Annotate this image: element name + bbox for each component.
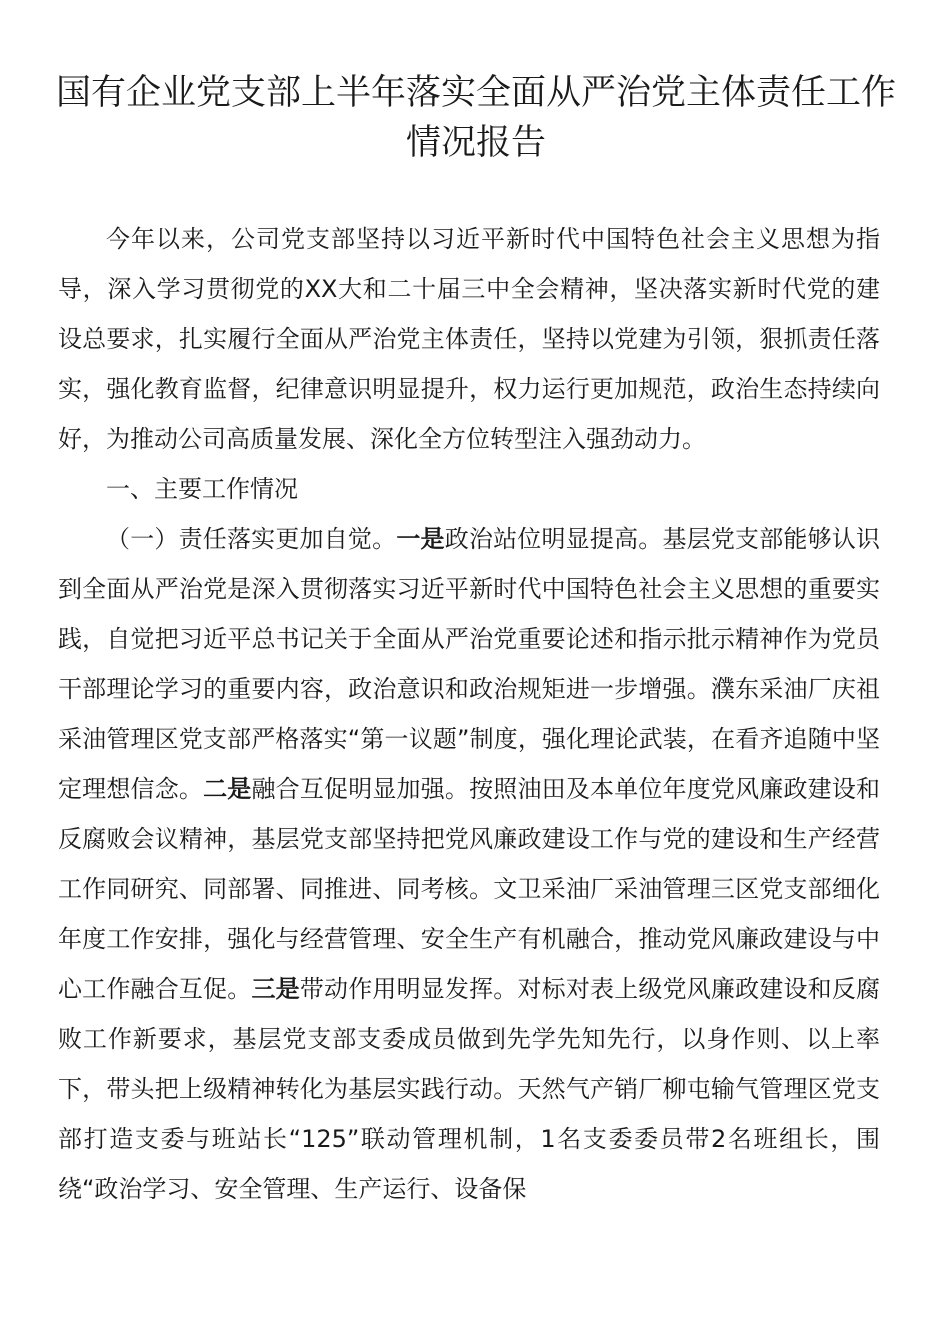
point-lead-1: 一是 [396,525,445,553]
section-heading: 一、主要工作情况 [106,475,298,503]
point-text-2: 融合互促明显加强。按照油田及本单位年度党风廉政建设和反腐败会议精神，基层党支部坚持把党风廉政建设工作与党的建设和生产经营工作同研究、同部署、同推进、同考核。文卫采油厂采油管理三区党支部细化年度工作安排，强化与经营管理、安全生产有机融合，推动党风廉政建设与中心工作融合互促。 [58,775,881,1003]
point-lead-2: 二是 [203,775,252,803]
subsection-paragraph [58,514,880,1214]
document-body [58,214,880,1214]
document-title: 国有企业党支部上半年落实全面从严治党主体责任工作情况报告 [56,73,897,163]
point-text-1: 政治站位明显提高。基层党支部能够认识到全面从严治党是深入贯彻落实习近平新时代中国特色社会主义思想的重要实践，自觉把习近平总书记关于全面从严治党重要论述和指示批示精神作为党员干部理论学习的重要内容，政治意识和政治规矩进一步增强。濮东采油厂庆祖采油管理区党支部严格落实“第一议题”制度，强化理论武装，在看齐追随中坚定理想信念。 [58,525,881,803]
intro-paragraph: 今年以来，公司党支部坚持以习近平新时代中国特色社会主义思想为指导，深入学习贯彻党的XX大和二十届三中全会精神，坚决落实新时代党的建设总要求，扎实履行全面从严治党主体责任，坚持以党建为引领，狠抓责任落实，强化教育监督，纪律意识明显提升，权力运行更加规范，政治生态持续向好，为推动公司高质量发展、深化全方位转型注入强劲动力。 [58,225,880,453]
point-lead-3: 三是 [251,975,300,1003]
point-text-3: 带动作用明显发挥。对标对表上级党风廉政建设和反腐败工作新要求，基层党支部支委成员做到先学先知先行，以身作则、以上率下，带头把上级精神转化为基层实践行动。天然气产销厂柳屯输气管理区党支部打造支委与班站长“125”联动管理机制，1名支委委员带2名班组长，围绕“政治学习、安全管理、生产运行、设备保 [58,975,881,1203]
subsection-heading: （一）责任落实更加自觉。 [106,525,397,553]
